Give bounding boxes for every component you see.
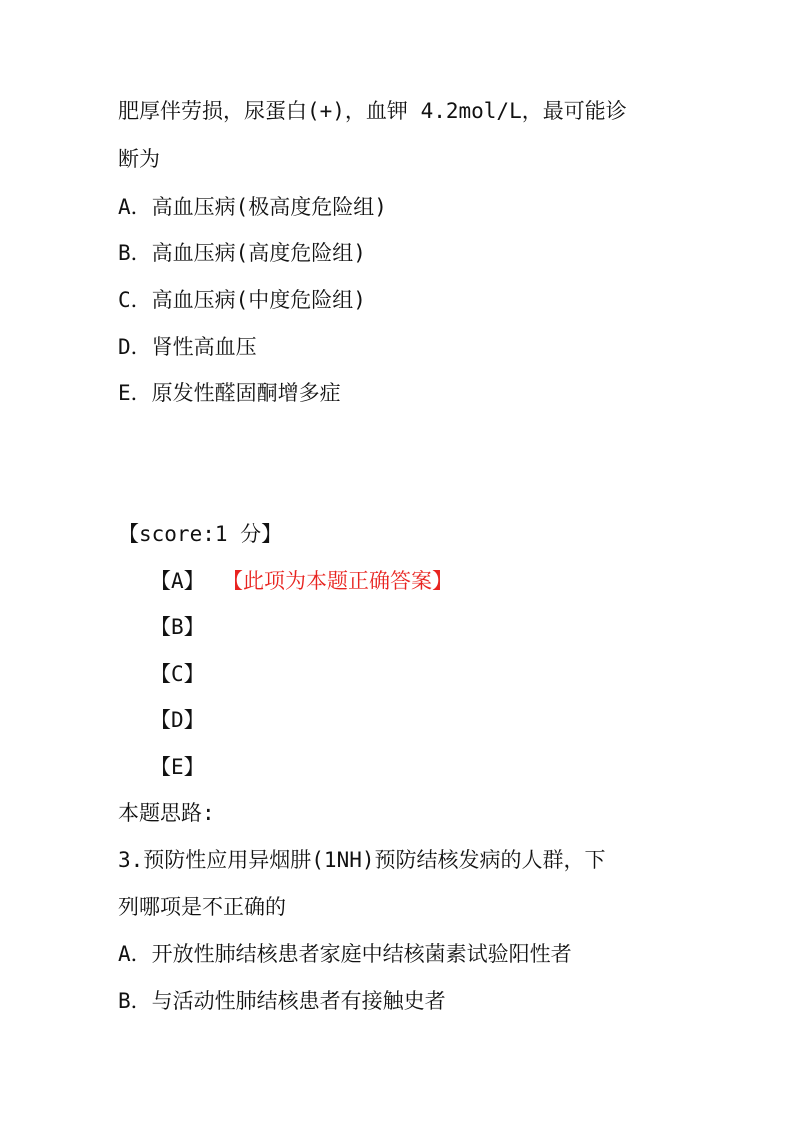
question-2-option-c: C．高血压病(中度危险组) — [118, 288, 366, 312]
question-2-option-a: A．高血压病(极高度危险组) — [118, 195, 387, 219]
answer-tag-d: 【D】 — [150, 708, 205, 732]
answer-row-d — [150, 706, 222, 734]
idea-label: 本题思路: — [118, 801, 215, 825]
question-3-stem-line-2: 列哪项是不正确的 — [118, 895, 286, 919]
question-3-option-b: B．与活动性肺结核患者有接触史者 — [118, 989, 446, 1013]
question-2-option-d: D．肾性高血压 — [118, 335, 257, 359]
score-label: 【score:1 分】 — [118, 522, 283, 546]
answer-row-a — [150, 567, 453, 595]
answer-tag-b: 【B】 — [150, 615, 205, 639]
answer-row-b — [150, 613, 222, 641]
answer-tag-c: 【C】 — [150, 662, 205, 686]
question-2-stem-line-1: 肥厚伴劳损，尿蛋白(+)，血钾 4.2mol/L，最可能诊 — [118, 99, 627, 123]
correct-answer-note: 【此项为本题正确答案】 — [222, 569, 453, 593]
question-2-stem-line-2: 断为 — [118, 147, 160, 171]
answer-tag-a: 【A】 — [150, 569, 205, 593]
answer-row-e — [150, 753, 222, 781]
question-2-option-e: E．原发性醛固酮增多症 — [118, 381, 341, 405]
answer-tag-e: 【E】 — [150, 755, 205, 779]
question-3-option-a: A．开放性肺结核患者家庭中结核菌素试验阳性者 — [118, 942, 572, 966]
question-3-stem-line-1: 3.预防性应用异烟肼(1NH)预防结核发病的人群，下 — [118, 848, 606, 872]
question-2-option-b: B．高血压病(高度危险组) — [118, 241, 366, 265]
answer-row-c — [150, 660, 222, 688]
